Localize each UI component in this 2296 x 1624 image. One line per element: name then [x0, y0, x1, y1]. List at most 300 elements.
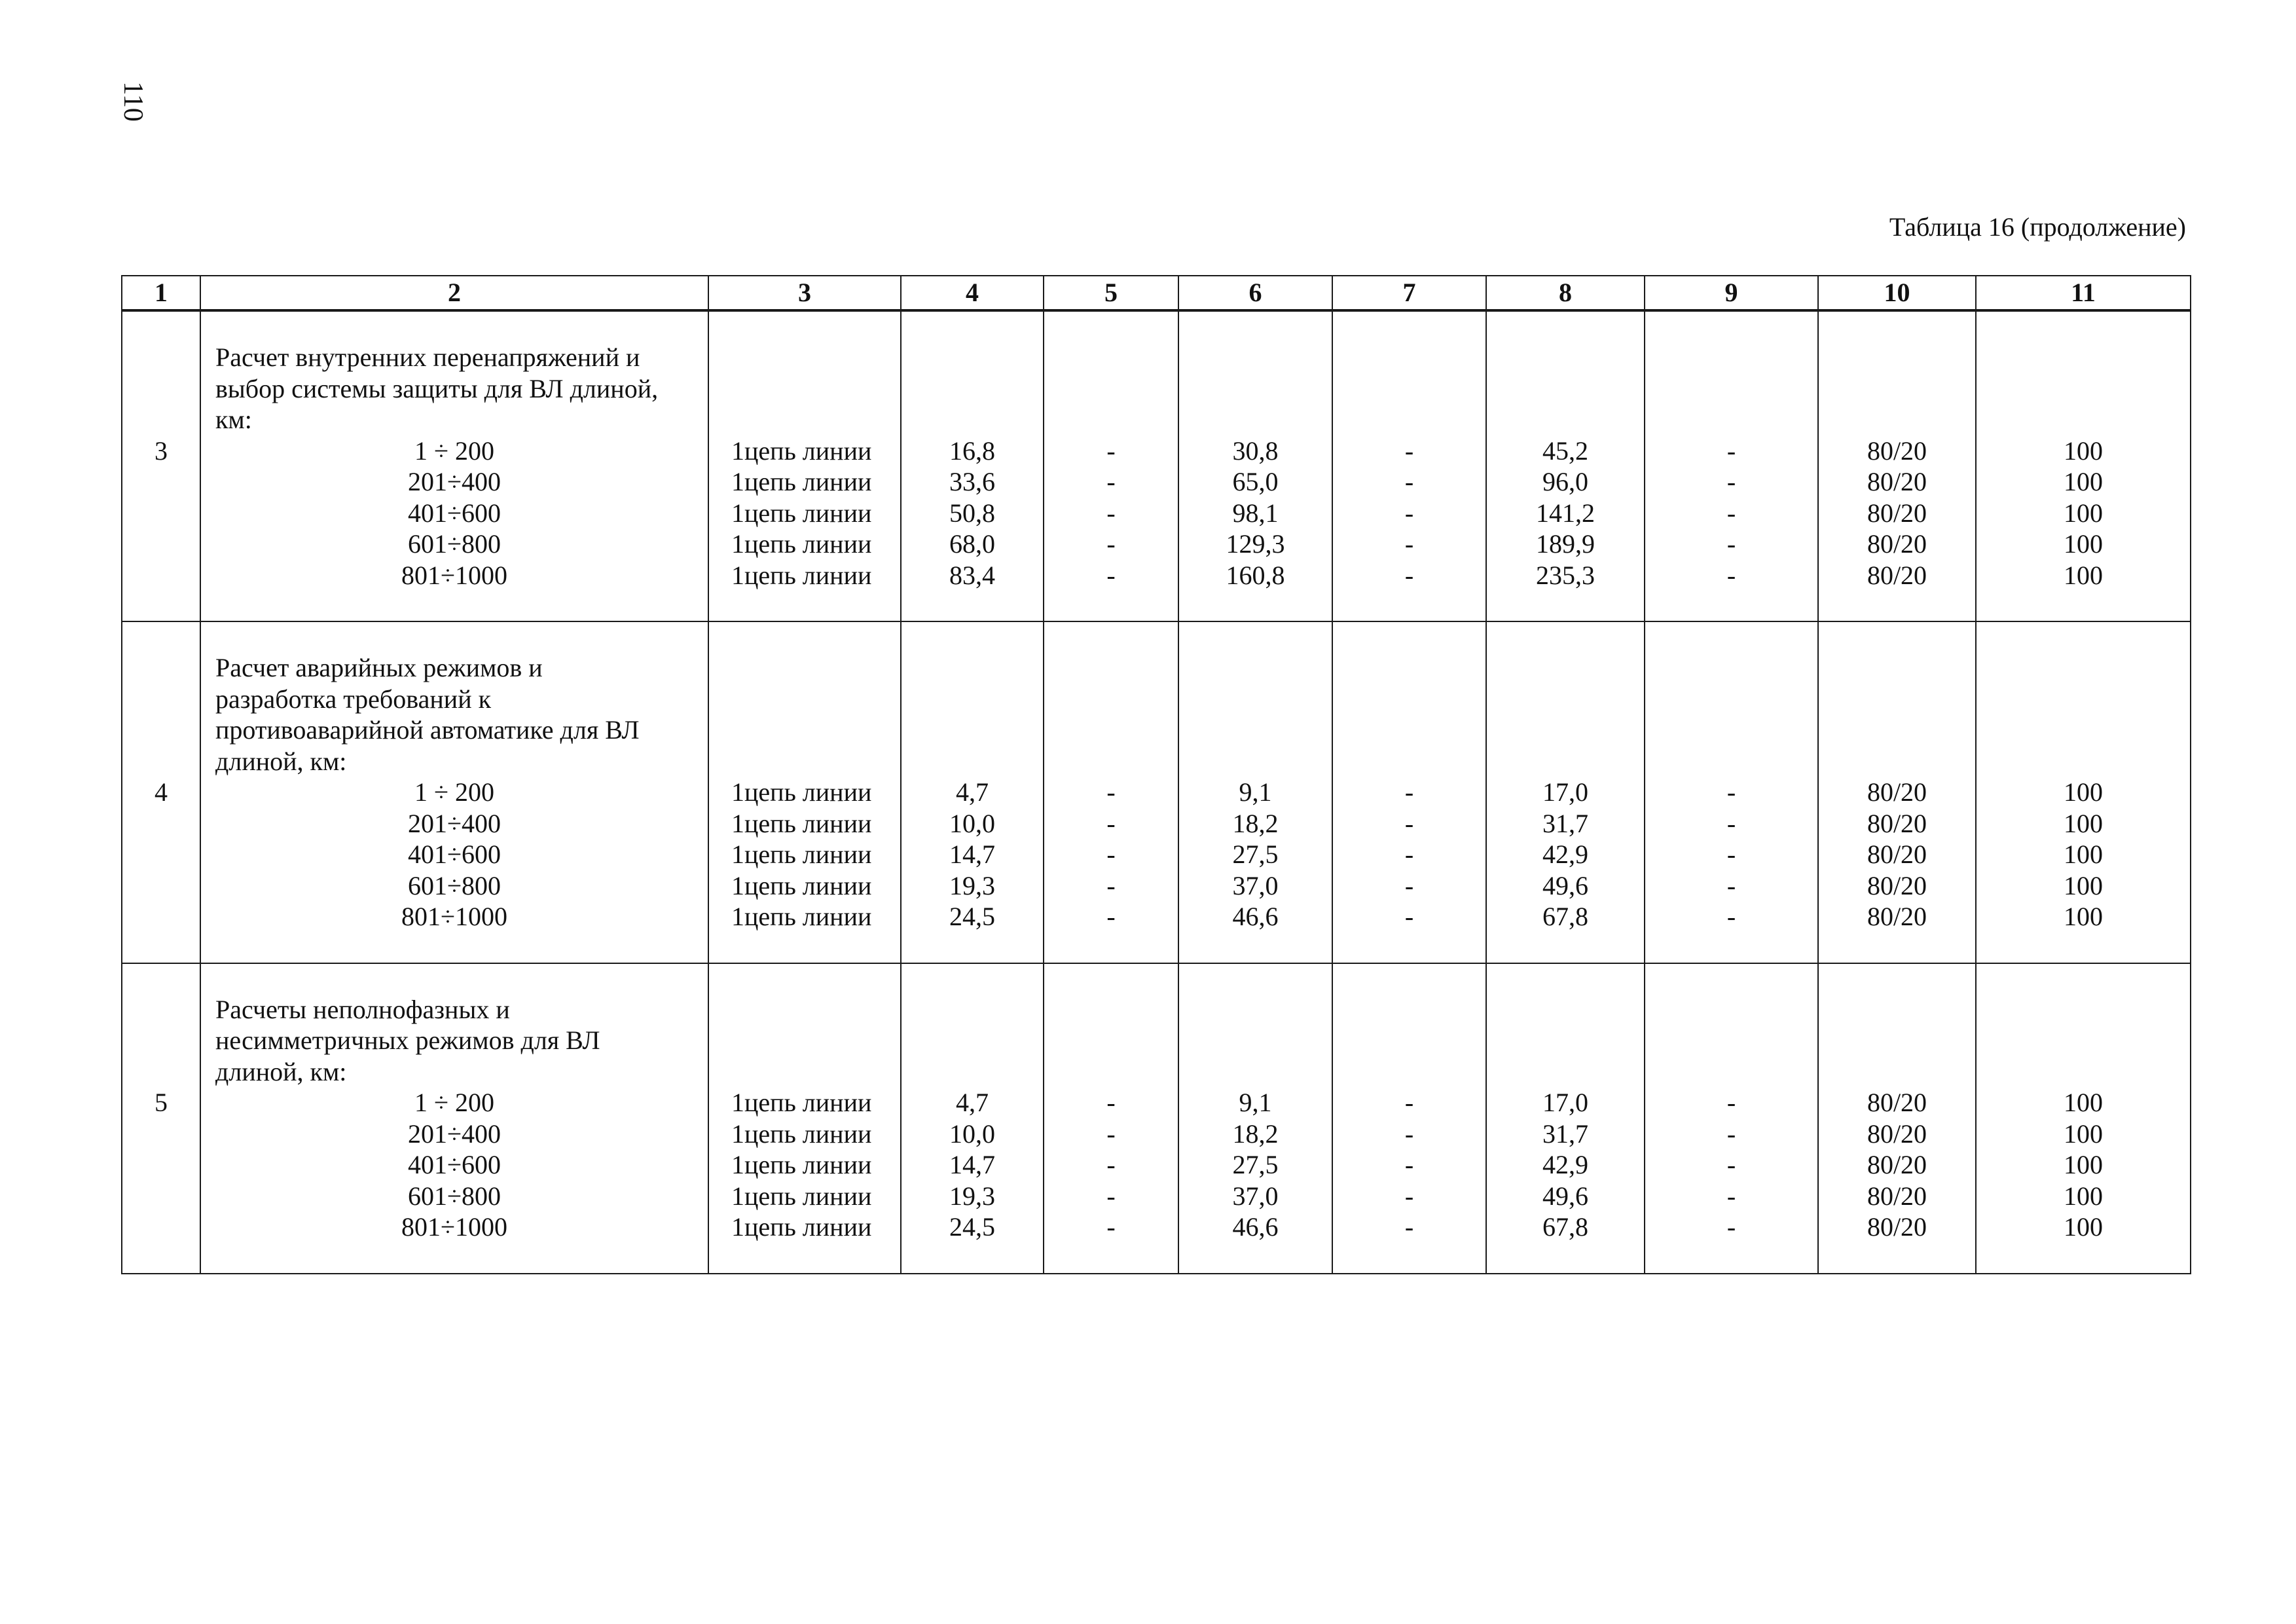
cell-value: 100	[2064, 1212, 2103, 1242]
unit-value: 1цепь линии	[731, 808, 872, 838]
value-cell-c10	[1818, 621, 1976, 963]
cell-value: 80/20	[1867, 1118, 1927, 1149]
spacer	[1179, 404, 1332, 435]
cell-value: 100	[2064, 902, 2103, 931]
cell-value: -	[1726, 1181, 1736, 1211]
cell-value: -	[1106, 1212, 1116, 1242]
value-cell-c6	[1178, 310, 1332, 621]
length-range: 401÷600	[408, 1150, 501, 1179]
section-number: 4	[155, 777, 168, 807]
value-cell-c6	[1178, 963, 1332, 1274]
cell-value: -	[1404, 1118, 1414, 1149]
cell-value: -	[1106, 529, 1116, 559]
data-table	[121, 275, 2191, 1274]
spacer	[1645, 373, 1817, 405]
spacer	[122, 404, 200, 435]
value-cell-c7	[1332, 310, 1486, 621]
cell-value: 100	[2064, 1118, 2103, 1149]
section-title-line: длиной, км:	[215, 1056, 347, 1086]
spacer	[1044, 684, 1178, 715]
spacer	[1977, 373, 2190, 405]
table-caption: Таблица 16 (продолжение)	[1889, 212, 2186, 242]
value-cell-c4	[901, 310, 1044, 621]
spacer	[902, 1056, 1043, 1088]
cell-value: 98,1	[1232, 498, 1279, 528]
cell-value: 141,2	[1536, 498, 1595, 528]
spacer	[902, 373, 1043, 405]
cell-value: -	[1404, 840, 1414, 869]
cell-value: 42,9	[1542, 840, 1588, 869]
spacer	[122, 652, 200, 684]
spacer	[1487, 994, 1644, 1025]
spacer	[1179, 1056, 1332, 1088]
spacer	[122, 994, 200, 1025]
cell-value: -	[1106, 560, 1116, 590]
cell-value: 37,0	[1232, 870, 1279, 900]
cell-value: 46,6	[1232, 902, 1279, 931]
spacer	[1179, 714, 1332, 746]
spacer	[902, 684, 1043, 715]
spacer	[902, 746, 1043, 777]
spacer	[122, 714, 200, 746]
spacer	[1819, 404, 1975, 435]
cell-value: -	[1106, 1150, 1116, 1179]
cell-value: 49,6	[1542, 1181, 1588, 1211]
unit-value: 1цепь линии	[731, 498, 872, 528]
unit-value: 1цепь линии	[731, 1150, 872, 1179]
section-number-cell	[122, 963, 200, 1274]
section-title-line: длиной, км:	[215, 746, 347, 776]
value-cell-c11	[1976, 963, 2191, 1274]
spacer	[1487, 714, 1644, 746]
spacer	[1819, 1025, 1975, 1056]
cell-value: 235,3	[1536, 560, 1595, 590]
cell-value: 100	[2064, 840, 2103, 869]
spacer	[709, 404, 900, 435]
cell-value: 100	[2064, 498, 2103, 528]
spacer	[902, 342, 1043, 373]
cell-value: 100	[2064, 1181, 2103, 1211]
length-range: 801÷1000	[401, 902, 507, 931]
cell-value: 80/20	[1867, 529, 1927, 559]
cell-value: 100	[2064, 808, 2103, 838]
spacer	[1179, 746, 1332, 777]
cell-value: -	[1726, 498, 1736, 528]
spacer	[1487, 373, 1644, 405]
spacer	[1179, 684, 1332, 715]
unit-value: 1цепь линии	[731, 467, 872, 496]
spacer	[1333, 714, 1485, 746]
cell-value: -	[1106, 1181, 1116, 1211]
cell-value: 100	[2064, 777, 2103, 807]
cell-value: -	[1404, 1181, 1414, 1211]
column-header: 1	[122, 276, 200, 310]
section-number: 3	[155, 435, 168, 466]
cell-value: -	[1726, 840, 1736, 869]
unit-value: 1цепь линии	[731, 902, 872, 931]
length-range: 801÷1000	[401, 560, 507, 590]
spacer	[902, 404, 1043, 435]
cell-value: 83,4	[949, 560, 995, 590]
cell-value: 18,2	[1232, 1118, 1279, 1149]
cell-value: 24,5	[949, 1212, 995, 1242]
cell-value: -	[1106, 467, 1116, 496]
cell-value: -	[1404, 467, 1414, 496]
table-body	[122, 310, 2191, 1274]
value-cell-unit	[708, 621, 901, 963]
cell-value: 96,0	[1542, 467, 1588, 496]
cell-value: 37,0	[1232, 1181, 1279, 1211]
value-cell-c5	[1044, 621, 1178, 963]
cell-value: 80/20	[1867, 1088, 1927, 1117]
spacer	[1819, 342, 1975, 373]
value-cell-c5	[1044, 310, 1178, 621]
cell-value: 80/20	[1867, 777, 1927, 807]
cell-value: 24,5	[949, 902, 995, 931]
length-range: 1 ÷ 200	[414, 777, 494, 807]
cell-value: 46,6	[1232, 1212, 1279, 1242]
spacer	[1819, 652, 1975, 684]
unit-value: 1цепь линии	[731, 1181, 872, 1211]
cell-value: -	[1106, 777, 1116, 807]
cell-value: -	[1404, 777, 1414, 807]
spacer	[1179, 652, 1332, 684]
description-cell	[200, 310, 708, 621]
value-cell-c11	[1976, 310, 2191, 621]
value-cell-c7	[1332, 621, 1486, 963]
spacer	[1487, 652, 1644, 684]
cell-value: 100	[2064, 435, 2103, 466]
cell-value: 80/20	[1867, 870, 1927, 900]
cell-value: 18,2	[1232, 808, 1279, 838]
column-header: 8	[1486, 276, 1645, 310]
spacer	[1977, 994, 2190, 1025]
spacer	[1487, 342, 1644, 373]
cell-value: 45,2	[1542, 435, 1588, 466]
spacer	[1044, 342, 1178, 373]
spacer	[709, 342, 900, 373]
cell-value: 27,5	[1232, 1150, 1279, 1179]
spacer	[1487, 1025, 1644, 1056]
value-cell-c9	[1645, 621, 1818, 963]
value-cell-c8	[1486, 310, 1645, 621]
cell-value: 160,8	[1226, 560, 1285, 590]
column-header: 7	[1332, 276, 1486, 310]
column-header: 11	[1976, 276, 2191, 310]
description-cell	[200, 621, 708, 963]
value-cell-c4	[901, 963, 1044, 1274]
spacer	[1487, 746, 1644, 777]
cell-value: 49,6	[1542, 870, 1588, 900]
cell-value: 80/20	[1867, 467, 1927, 496]
spacer	[1333, 404, 1485, 435]
length-range: 401÷600	[408, 840, 501, 869]
spacer	[1044, 746, 1178, 777]
spacer	[1179, 373, 1332, 405]
page-number: 110	[118, 81, 148, 122]
cell-value: 19,3	[949, 1181, 995, 1211]
cell-value: 31,7	[1542, 1118, 1588, 1149]
spacer	[1977, 342, 2190, 373]
cell-value: -	[1106, 435, 1116, 466]
cell-value: -	[1106, 808, 1116, 838]
length-range: 201÷400	[408, 1118, 501, 1149]
value-cell-unit	[708, 310, 901, 621]
column-header: 5	[1044, 276, 1178, 310]
table-row	[122, 621, 2191, 963]
cell-value: -	[1106, 870, 1116, 900]
cell-value: -	[1726, 435, 1736, 466]
cell-value: -	[1726, 467, 1736, 496]
section-title-line: Расчет аварийных режимов и	[215, 653, 543, 682]
cell-value: -	[1404, 1150, 1414, 1179]
spacer	[709, 373, 900, 405]
spacer	[1977, 1056, 2190, 1088]
spacer	[902, 994, 1043, 1025]
cell-value: -	[1726, 529, 1736, 559]
length-range: 401÷600	[408, 498, 501, 528]
section-number-cell	[122, 621, 200, 963]
spacer	[1044, 994, 1178, 1025]
cell-value: 80/20	[1867, 435, 1927, 466]
spacer	[1645, 714, 1817, 746]
cell-value: 80/20	[1867, 560, 1927, 590]
header-row	[122, 276, 2191, 310]
value-cell-c8	[1486, 963, 1645, 1274]
table-row	[122, 963, 2191, 1274]
section-title-line: Расчеты неполнофазных и	[215, 994, 510, 1024]
spacer	[1645, 652, 1817, 684]
cell-value: 14,7	[949, 1150, 995, 1179]
spacer	[1487, 404, 1644, 435]
cell-value: -	[1106, 1118, 1116, 1149]
value-cell-c9	[1645, 963, 1818, 1274]
spacer	[122, 684, 200, 715]
unit-value: 1цепь линии	[731, 870, 872, 900]
spacer	[1977, 404, 2190, 435]
section-number: 5	[155, 1088, 168, 1117]
spacer	[1333, 1025, 1485, 1056]
spacer	[1179, 1025, 1332, 1056]
spacer	[1044, 1056, 1178, 1088]
cell-value: 80/20	[1867, 840, 1927, 869]
cell-value: 100	[2064, 467, 2103, 496]
cell-value: 10,0	[949, 808, 995, 838]
length-range: 201÷400	[408, 808, 501, 838]
unit-value: 1цепь линии	[731, 529, 872, 559]
cell-value: -	[1726, 1118, 1736, 1149]
cell-value: 80/20	[1867, 902, 1927, 931]
column-header: 2	[200, 276, 708, 310]
cell-value: 9,1	[1239, 777, 1272, 807]
value-cell-c5	[1044, 963, 1178, 1274]
value-cell-c11	[1976, 621, 2191, 963]
unit-value: 1цепь линии	[731, 1212, 872, 1242]
length-range: 1 ÷ 200	[414, 435, 494, 466]
cell-value: 100	[2064, 560, 2103, 590]
section-title-line: км:	[215, 405, 252, 434]
spacer	[1977, 746, 2190, 777]
spacer	[1645, 1056, 1817, 1088]
spacer	[1044, 652, 1178, 684]
cell-value: 14,7	[949, 840, 995, 869]
spacer	[1977, 684, 2190, 715]
description-cell	[200, 963, 708, 1274]
cell-value: 67,8	[1542, 902, 1588, 931]
cell-value: -	[1106, 902, 1116, 931]
spacer	[1333, 652, 1485, 684]
length-range: 201÷400	[408, 467, 501, 496]
unit-value: 1цепь линии	[731, 1088, 872, 1117]
cell-value: -	[1726, 902, 1736, 931]
spacer	[1645, 1025, 1817, 1056]
spacer	[709, 1025, 900, 1056]
spacer	[122, 746, 200, 777]
cell-value: -	[1726, 777, 1736, 807]
spacer	[122, 373, 200, 405]
value-cell-c10	[1818, 963, 1976, 1274]
value-cell-c10	[1818, 310, 1976, 621]
cell-value: 100	[2064, 1088, 2103, 1117]
cell-value: 80/20	[1867, 1150, 1927, 1179]
value-cell-c4	[901, 621, 1044, 963]
cell-value: -	[1404, 529, 1414, 559]
cell-value: -	[1404, 902, 1414, 931]
value-cell-c7	[1332, 963, 1486, 1274]
cell-value: -	[1726, 1150, 1736, 1179]
cell-value: -	[1726, 1088, 1736, 1117]
cell-value: -	[1404, 498, 1414, 528]
section-title-line: выбор системы защиты для ВЛ длиной,	[215, 373, 659, 403]
spacer	[1645, 342, 1817, 373]
value-cell-c9	[1645, 310, 1818, 621]
cell-value: -	[1404, 808, 1414, 838]
length-range: 801÷1000	[401, 1212, 507, 1242]
spacer	[1977, 714, 2190, 746]
spacer	[1819, 373, 1975, 405]
cell-value: -	[1106, 1088, 1116, 1117]
cell-value: 68,0	[949, 529, 995, 559]
spacer	[1645, 994, 1817, 1025]
cell-value: -	[1404, 1088, 1414, 1117]
cell-value: -	[1726, 870, 1736, 900]
column-header: 10	[1818, 276, 1976, 310]
spacer	[1179, 342, 1332, 373]
spacer	[122, 1056, 200, 1088]
length-range: 601÷800	[408, 529, 501, 559]
spacer	[1819, 746, 1975, 777]
cell-value: 65,0	[1232, 467, 1279, 496]
cell-value: 17,0	[1542, 1088, 1588, 1117]
column-header: 6	[1178, 276, 1332, 310]
spacer	[1333, 746, 1485, 777]
spacer	[122, 1025, 200, 1056]
spacer	[1977, 652, 2190, 684]
cell-value: -	[1404, 435, 1414, 466]
length-range: 601÷800	[408, 870, 501, 900]
spacer	[1333, 373, 1485, 405]
spacer	[709, 1056, 900, 1088]
spacer	[709, 994, 900, 1025]
cell-value: 80/20	[1867, 1181, 1927, 1211]
cell-value: 33,6	[949, 467, 995, 496]
cell-value: -	[1404, 870, 1414, 900]
cell-value: 129,3	[1226, 529, 1285, 559]
value-cell-c8	[1486, 621, 1645, 963]
cell-value: 189,9	[1536, 529, 1595, 559]
cell-value: 31,7	[1542, 808, 1588, 838]
cell-value: 9,1	[1239, 1088, 1272, 1117]
spacer	[1645, 404, 1817, 435]
length-range: 1 ÷ 200	[414, 1088, 494, 1117]
spacer	[902, 1025, 1043, 1056]
spacer	[1819, 1056, 1975, 1088]
spacer	[709, 746, 900, 777]
section-title-line: Расчет внутренних перенапряжений и	[215, 342, 640, 372]
spacer	[1487, 684, 1644, 715]
spacer	[1044, 373, 1178, 405]
cell-value: 42,9	[1542, 1150, 1588, 1179]
cell-value: -	[1726, 560, 1736, 590]
spacer	[1819, 994, 1975, 1025]
value-cell-c6	[1178, 621, 1332, 963]
spacer	[709, 714, 900, 746]
spacer	[1044, 714, 1178, 746]
spacer	[1645, 746, 1817, 777]
cell-value: 19,3	[949, 870, 995, 900]
column-header: 9	[1645, 276, 1818, 310]
column-header: 3	[708, 276, 901, 310]
column-header: 4	[901, 276, 1044, 310]
spacer	[1819, 684, 1975, 715]
unit-value: 1цепь линии	[731, 1118, 872, 1149]
section-number-cell	[122, 310, 200, 621]
cell-value: 80/20	[1867, 1212, 1927, 1242]
cell-value: 100	[2064, 1150, 2103, 1179]
spacer	[709, 684, 900, 715]
section-title-line: противоаварийной автоматике для ВЛ	[215, 715, 640, 745]
spacer	[122, 342, 200, 373]
spacer	[1333, 994, 1485, 1025]
cell-value: 80/20	[1867, 808, 1927, 838]
cell-value: -	[1106, 498, 1116, 528]
cell-value: 4,7	[956, 1088, 989, 1117]
spacer	[1333, 684, 1485, 715]
cell-value: 30,8	[1232, 435, 1279, 466]
spacer	[1645, 684, 1817, 715]
spacer	[1044, 1025, 1178, 1056]
cell-value: -	[1404, 1212, 1414, 1242]
unit-value: 1цепь линии	[731, 777, 872, 807]
unit-value: 1цепь линии	[731, 840, 872, 869]
spacer	[902, 714, 1043, 746]
cell-value: 80/20	[1867, 498, 1927, 528]
table-row	[122, 310, 2191, 621]
spacer	[1487, 1056, 1644, 1088]
cell-value: -	[1404, 560, 1414, 590]
length-range: 601÷800	[408, 1181, 501, 1211]
spacer	[1044, 404, 1178, 435]
spacer	[709, 652, 900, 684]
cell-value: 100	[2064, 529, 2103, 559]
cell-value: -	[1726, 1212, 1736, 1242]
cell-value: -	[1106, 840, 1116, 869]
unit-value: 1цепь линии	[731, 435, 872, 466]
cell-value: 4,7	[956, 777, 989, 807]
spacer	[1977, 1025, 2190, 1056]
cell-value: 67,8	[1542, 1212, 1588, 1242]
cell-value: 27,5	[1232, 840, 1279, 869]
